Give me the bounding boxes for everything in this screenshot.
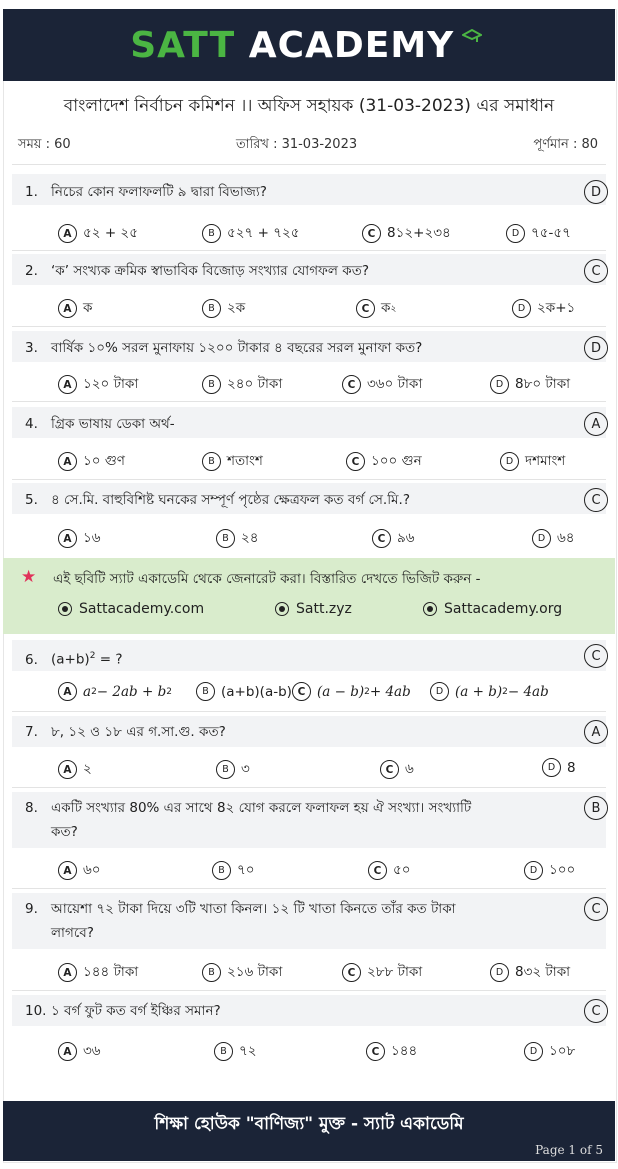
question-8-option-b: B ৭০: [212, 859, 255, 882]
exam-date: তারিখ : 31-03-2023: [236, 137, 358, 152]
question-6-option-d: D (a + b) 2 − 4ab: [430, 682, 549, 701]
question-8-text: 8. একটি সংখ্যার 80% এর সাথে 8২ যোগ করলে ফলাফল হয় ঐ সংখ্যা। সংখ্যাটি কত?: [25, 800, 472, 840]
question-2-option-d: D ২ক+১: [512, 297, 575, 320]
star-icon: ★: [21, 567, 37, 587]
question-1-answer: D: [584, 180, 608, 204]
satt-academy-logo: SATT ACADEMY: [130, 25, 488, 66]
question-5-option-b: B ২৪: [216, 527, 259, 550]
question-2-option-b: B ২ক: [202, 297, 245, 320]
question-3-option-d: D 8৮০ টাকা: [490, 373, 570, 396]
divider: [12, 990, 606, 991]
question-3-answer: D: [584, 336, 608, 360]
question-10-text: 10. ১ বর্গ ফুট কত বর্গ ইঞ্চির সমান?: [25, 1003, 221, 1019]
question-2-text: 2. ‘ক’ সংখ্যক ক্রমিক স্বাভাবিক বিজোড় সংখ্যার যোগফল কত?: [25, 263, 369, 279]
question-9-option-a: A ১৪৪ টাকা: [58, 961, 138, 984]
divider: [12, 787, 606, 788]
question-3-option-b: B ২৪০ টাকা: [202, 373, 282, 396]
question-5-answer: C: [584, 488, 608, 512]
question-2-option-a: A ক: [58, 297, 92, 320]
question-9-option-c: C ২৮৮ টাকা: [342, 961, 422, 984]
question-1-text: 1. নিচের কোন ফলাফলটি ৯ দ্বারা বিভাজ্য?: [25, 184, 267, 200]
divider: [12, 401, 606, 402]
full-marks: পূর্ণমান : 80: [533, 137, 598, 152]
question-9-option-b: B ২১৬ টাকা: [202, 961, 282, 984]
question-6-option-c: C (a − b) 2 + 4ab: [292, 682, 411, 701]
question-4-option-c: C ১০০ গুন: [346, 450, 422, 473]
question-7-option-a: A ২: [58, 758, 92, 781]
question-1-option-d: D ৭৫-৫৭: [506, 222, 571, 245]
link-sattacademy-org[interactable]: Sattacademy.org: [423, 601, 562, 617]
question-3-text: 3. বার্ষিক ১০% সরল মুনাফায় ১২০০ টাকার ৪ বছরের সরল মুনাফা কত?: [25, 340, 423, 356]
question-5-option-a: A ১৬: [58, 527, 101, 550]
footer-slogan: শিক্ষা হোউক "বাণিজ্য" মুক্ত - স্যাট একাডেমি: [154, 1114, 464, 1134]
question-7-option-d: D 8: [542, 758, 576, 777]
question-9-text: 9. আয়েশা ৭২ টাকা দিয়ে ৩টি খাতা কিনল। ১২ টি খাতা কিনতে তাঁর কত টাকা লাগবে?: [25, 901, 456, 941]
question-10-option-a: A ৩৬: [58, 1040, 101, 1063]
exam-time: সময় : 60: [18, 137, 71, 152]
question-3-option-c: C ৩৬০ টাকা: [342, 373, 422, 396]
question-5-option-d: D ৬৪: [532, 527, 575, 550]
divider: [12, 888, 606, 889]
question-2-option-c: C ক ২: [356, 297, 396, 320]
radio-dot-icon: [58, 602, 72, 616]
divider: [12, 164, 606, 165]
promo-text: এই ছবিটি স্যাট একাডেমি থেকে জেনারেট করা। বিস্তারিত দেখতে ভিজিট করুন -: [53, 571, 481, 587]
question-10-option-b: B ৭২: [214, 1040, 257, 1063]
question-10-option-d: D ১০৮: [524, 1040, 575, 1063]
question-7-option-b: B ৩: [216, 758, 250, 781]
question-9-answer: C: [584, 897, 608, 921]
question-3-option-a: A ১২০ টাকা: [58, 373, 138, 396]
divider: [12, 326, 606, 327]
question-2-answer: C: [584, 259, 608, 283]
radio-dot-icon: [423, 602, 437, 616]
question-5-option-c: C ৯৬: [372, 527, 415, 550]
question-8-option-a: A ৬০: [58, 859, 101, 882]
question-1-option-a: A ৫২ + ২৫: [58, 222, 138, 245]
footer-banner: [3, 1101, 615, 1161]
question-10-option-c: C ১৪৪: [366, 1040, 417, 1063]
divider: [12, 711, 606, 712]
promo-banner: [3, 558, 615, 634]
question-10-answer: C: [584, 999, 608, 1023]
divider: [12, 250, 606, 251]
question-1-option-b: B ৫২৭ + ৭২৫: [202, 222, 300, 245]
question-6-option-b: B (a+b)(a-b): [196, 682, 292, 701]
divider: [12, 479, 606, 480]
question-8-answer: B: [584, 796, 608, 820]
radio-dot-icon: [275, 602, 289, 616]
question-7-answer: A: [584, 720, 608, 744]
question-6-answer: C: [584, 644, 608, 668]
question-4-option-b: B শতাংশ: [202, 450, 263, 473]
question-6-option-a: A a 2 − 2ab + b 2: [58, 682, 172, 701]
question-4-option-a: A ১০ গুণ: [58, 450, 125, 473]
question-9-option-d: D 8৩২ টাকা: [490, 961, 570, 984]
page-title: বাংলাদেশ নির্বাচন কমিশন ।। অফিস সহায়ক (31-03-2023) এর সমাধান: [63, 96, 555, 116]
question-4-option-d: D দশমাংশ: [500, 450, 565, 473]
question-1-option-c: C 8১২+২৩৪: [362, 222, 451, 245]
question-7-option-c: C ৬: [380, 758, 414, 781]
question-4-answer: A: [584, 412, 608, 436]
question-6-text: 6. $(a+b)^2$ = ?: [25, 651, 123, 668]
question-5-text: 5. ৪ সে.মি. বাহুবিশিষ্ট ঘনকের সম্পূর্ণ পৃষ্ঠের ক্ষেত্রফল কত বর্গ সে.মি.?: [25, 492, 411, 508]
question-4-text: 4. গ্রিক ভাষায় ডেকা অর্থ-: [25, 416, 175, 432]
link-sattacademy-com[interactable]: Sattacademy.com: [58, 601, 204, 617]
header-banner: [3, 9, 615, 81]
page-number: Page 1 of 5: [535, 1143, 603, 1157]
graduation-cap-icon: [462, 29, 482, 43]
link-satt-zyz[interactable]: Satt.zyz: [275, 601, 352, 617]
question-7-text: 7. ৮, ১২ ও ১৮ এর গ.সা.গু. কত?: [25, 724, 226, 740]
question-8-option-c: C ৫০: [368, 859, 411, 882]
question-8-option-d: D ১০০: [524, 859, 575, 882]
